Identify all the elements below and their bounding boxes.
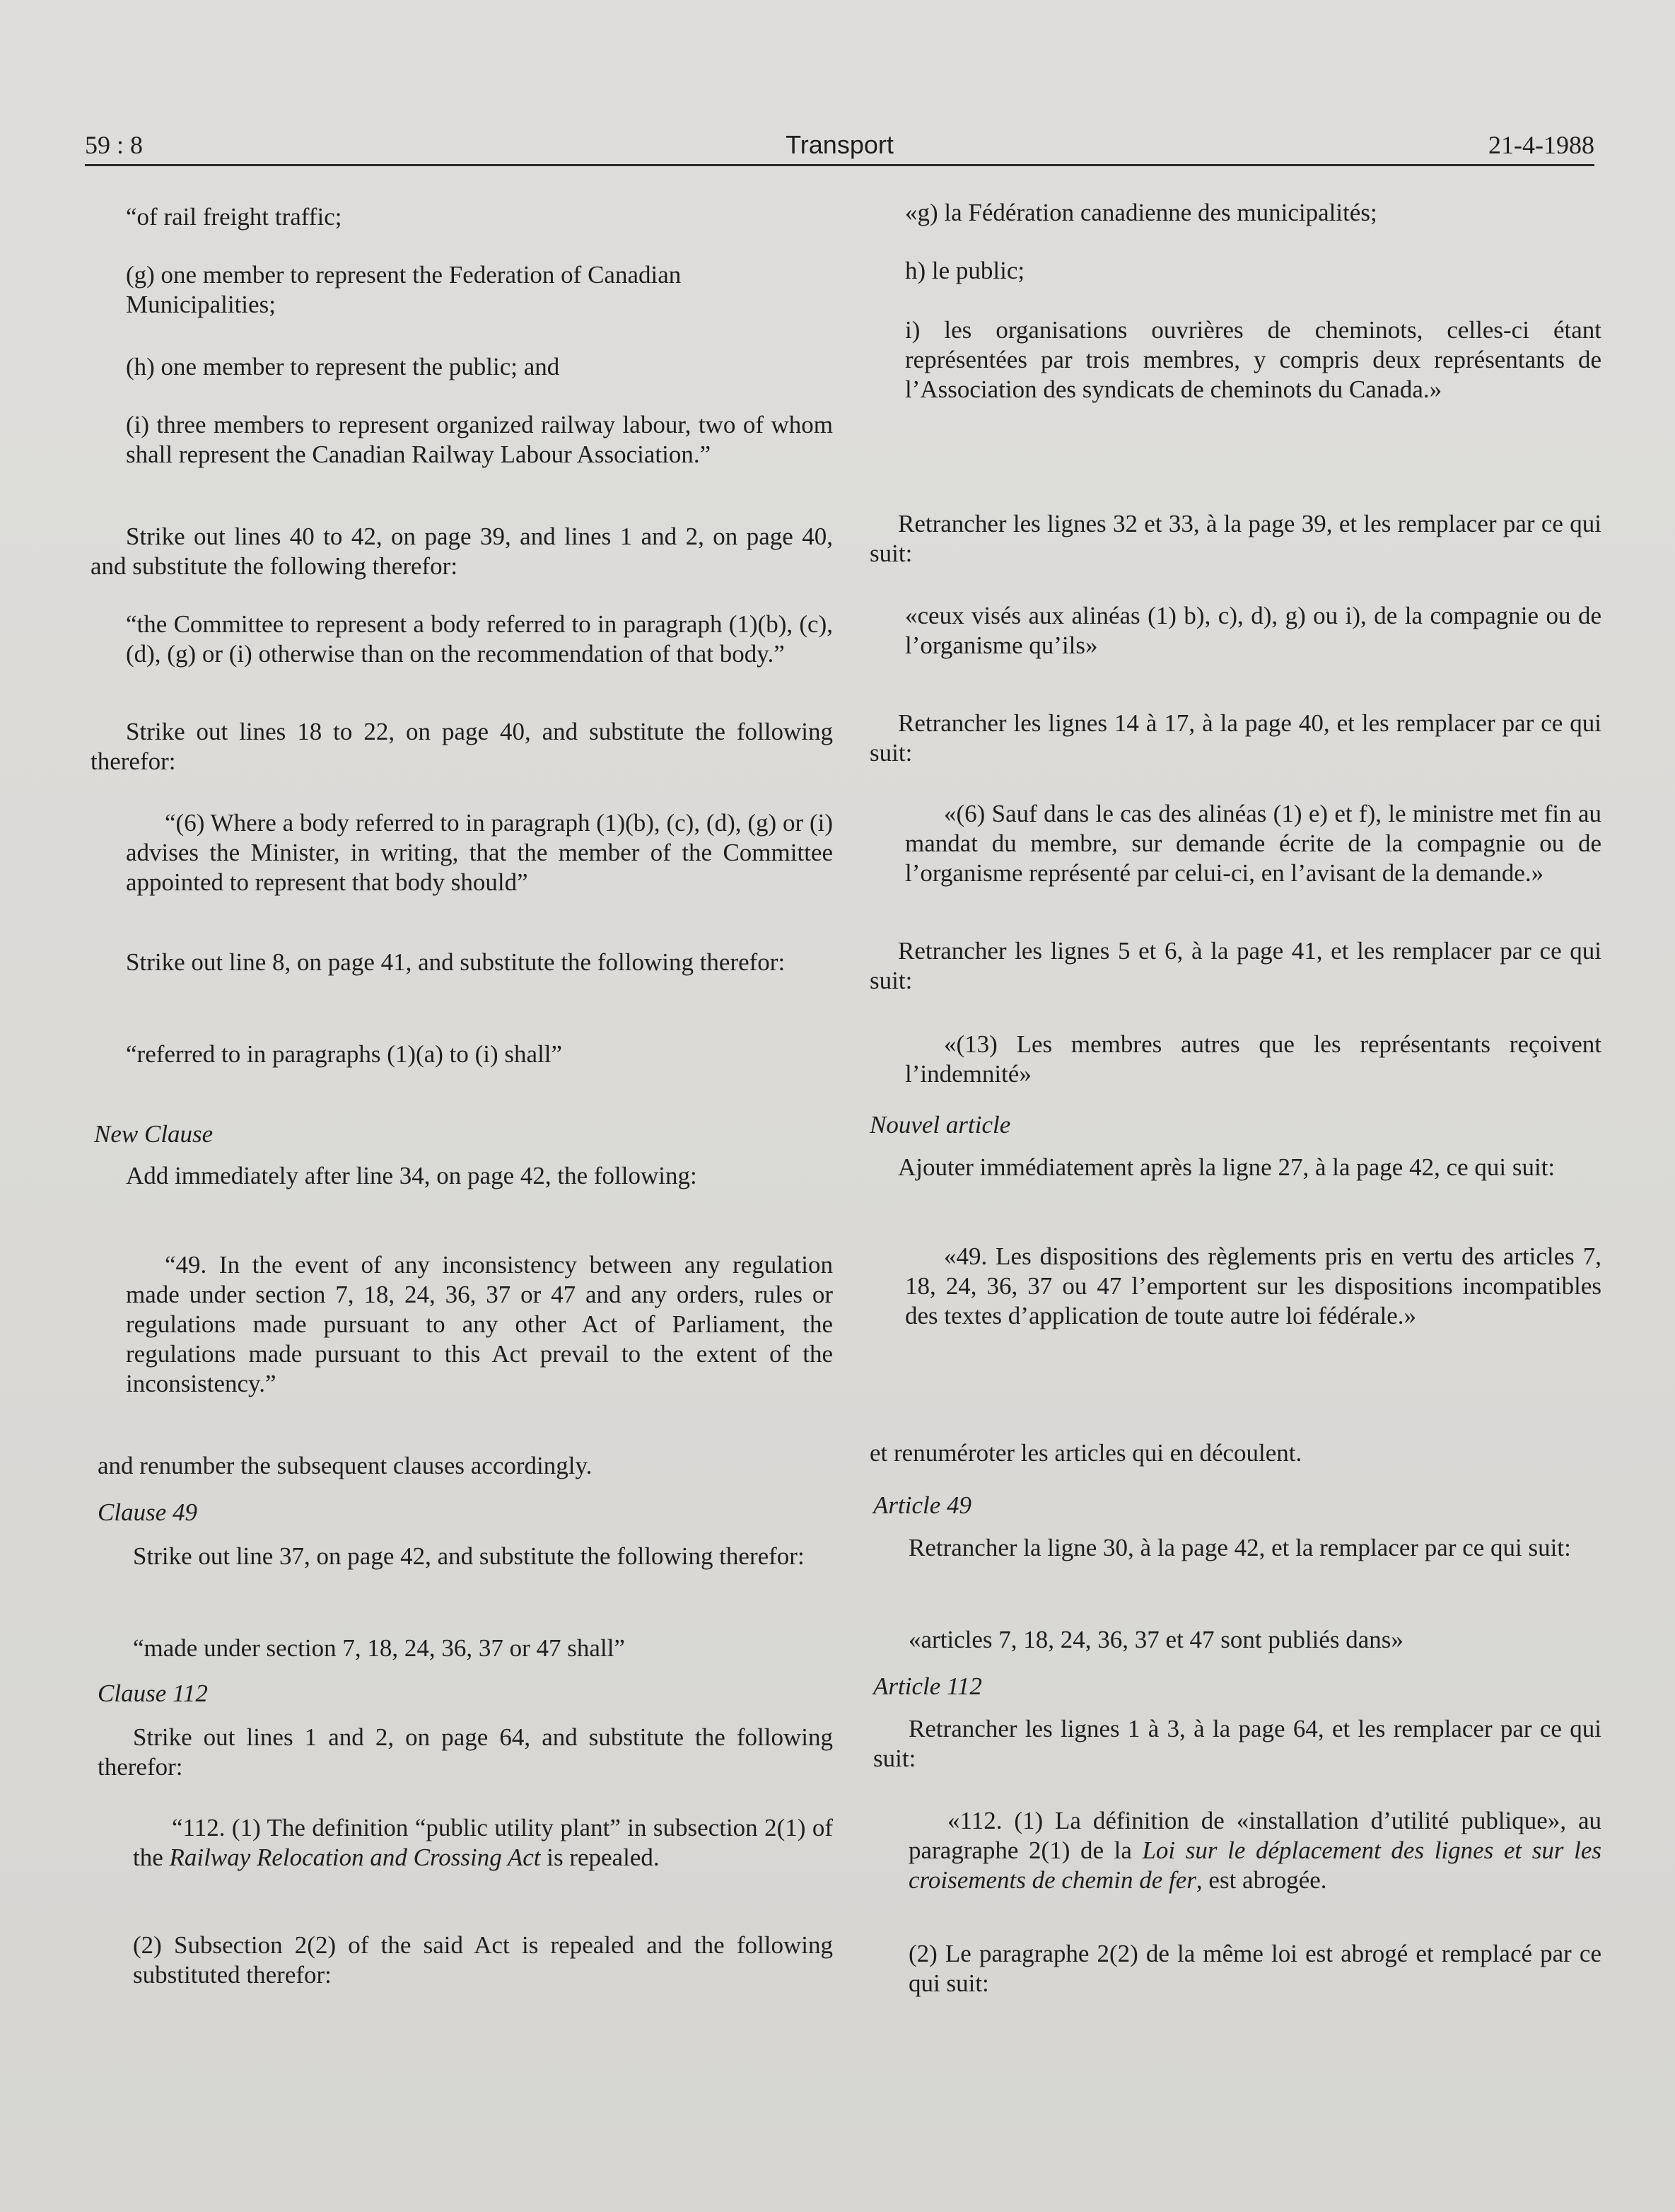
quoted-text: (i) three members to represent organized railway labour, two of whom shall represent the Canadian Railway Labour Association.” (126, 411, 833, 468)
running-title: Transport (786, 130, 894, 159)
quoted-text: “112. (1) The definition “public utility plant” in subsection 2(1) of the Railway Relocation and Crossing Act is repealed. (133, 1814, 833, 1871)
quoted-text: «112. (1) La définition de «installation d’utilité publique», au paragraphe 2(1) de la Loi sur le déplacement des lignes et sur les croisements de chemin de fer, est abrogée. (909, 1807, 1601, 1894)
section-heading: Clause 49 (98, 1498, 197, 1526)
instruction: and renumber the subsequent clauses accordingly. (98, 1452, 593, 1479)
quoted-text: «articles 7, 18, 24, 36, 37 et 47 sont publiés dans» (909, 1626, 1403, 1653)
instruction: Retrancher les lignes 5 et 6, à la page 41, et les remplacer par ce qui suit: (870, 937, 1601, 994)
quoted-text: “referred to in paragraphs (1)(a) to (i) shall” (126, 1040, 563, 1068)
instruction: Retrancher les lignes 14 à 17, à la page 40, et les remplacer par ce qui suit: (870, 709, 1601, 767)
section-heading: New Clause (94, 1120, 214, 1148)
quoted-text: “of rail freight traffic; (126, 203, 342, 231)
page-header (85, 120, 1594, 166)
quoted-text: «49. Les dispositions des règlements pris en vertu des articles 7, 18, 24, 36, 37 ou 47 l’emportent sur les dispositions incompatibles des textes d’application de toute autre loi fédérale.» (905, 1242, 1601, 1329)
quoted-text: (2) Le paragraphe 2(2) de la même loi est abrogé et remplacé par ce qui suit: (909, 1940, 1601, 1997)
quoted-text: (h) one member to represent the public; and (126, 353, 560, 380)
instruction: et renuméroter les articles qui en découlent. (870, 1439, 1302, 1467)
instruction: Strike out line 37, on page 42, and substitute the following therefor: (133, 1542, 805, 1570)
quoted-text: “made under section 7, 18, 24, 36, 37 or 47 shall” (133, 1634, 625, 1662)
issue-date: 21-4-1988 (1488, 131, 1594, 159)
instruction: Retrancher les lignes 32 et 33, à la page 39, et les remplacer par ce qui suit: (870, 510, 1601, 567)
instruction: Strike out lines 1 and 2, on page 64, and substitute the following therefor: (98, 1723, 833, 1781)
quoted-text: “the Committee to represent a body referred to in paragraph (1)(b), (c), (d), (g) or (i) otherwise than on the recommendation of that body.” (126, 610, 833, 668)
instruction: Ajouter immédiatement après la ligne 27, à la page 42, ce qui suit: (898, 1153, 1556, 1181)
quoted-text: (g) one member to represent the Federation of Canadian Municipalities; (126, 261, 682, 318)
instruction: Strike out line 8, on page 41, and substitute the following therefor: (126, 948, 786, 976)
quoted-text: «(6) Sauf dans le cas des alinéas (1) e) et f), le ministre met fin au mandat du membre, sur demande écrite de la compagnie ou de l’organisme représenté par celui-ci, en l’avisant de la demande.» (905, 800, 1601, 887)
instruction: Strike out lines 40 to 42, on page 39, and lines 1 and 2, on page 40, and substitute the following therefor: (91, 523, 833, 580)
section-heading: Clause 112 (98, 1680, 208, 1707)
quoted-text: h) le public; (905, 257, 1025, 284)
quoted-text: «(13) Les membres autres que les représentants reçoivent l’indemnité» (905, 1030, 1601, 1088)
quoted-text: “(6) Where a body referred to in paragraph (1)(b), (c), (d), (g) or (i) advises the Minister, in writing, that the member of the Committee appointed to represent that body should” (126, 809, 833, 896)
quoted-text: “49. In the event of any inconsistency between any regulation made under section 7, 18, 24, 36, 37 or 47 and any orders, rules or regulations made pursuant to any other Act of Parliament, the regulations made pursuant to this Act prevail to the extent of the inconsistency.” (126, 1251, 833, 1397)
instruction: Strike out lines 18 to 22, on page 40, and substitute the following therefor: (91, 718, 833, 775)
instruction: Retrancher la ligne 30, à la page 42, et la remplacer par ce qui suit: (909, 1534, 1571, 1561)
quoted-text: i) les organisations ouvrières de cheminots, celles-ci étant représentées par trois membres, y compris deux représentants de l’Association des syndicats de cheminots du Canada.» (905, 316, 1601, 403)
quoted-text: (2) Subsection 2(2) of the said Act is repealed and the following substituted therefor: (133, 1931, 833, 1989)
quoted-text: «g) la Fédération canadienne des municipalités; (905, 199, 1377, 226)
page-number: 59 : 8 (85, 131, 144, 159)
instruction: Add immediately after line 34, on page 42, the following: (126, 1162, 697, 1189)
section-heading: Article 112 (873, 1672, 982, 1700)
quoted-text: «ceux visés aux alinéas (1) b), c), d), g) ou i), de la compagnie ou de l’organisme qu’ils» (905, 602, 1601, 659)
section-heading: Article 49 (873, 1491, 971, 1519)
section-heading: Nouvel article (870, 1111, 1011, 1139)
instruction: Retrancher les lignes 1 à 3, à la page 64, et les remplacer par ce qui suit: (873, 1715, 1601, 1772)
